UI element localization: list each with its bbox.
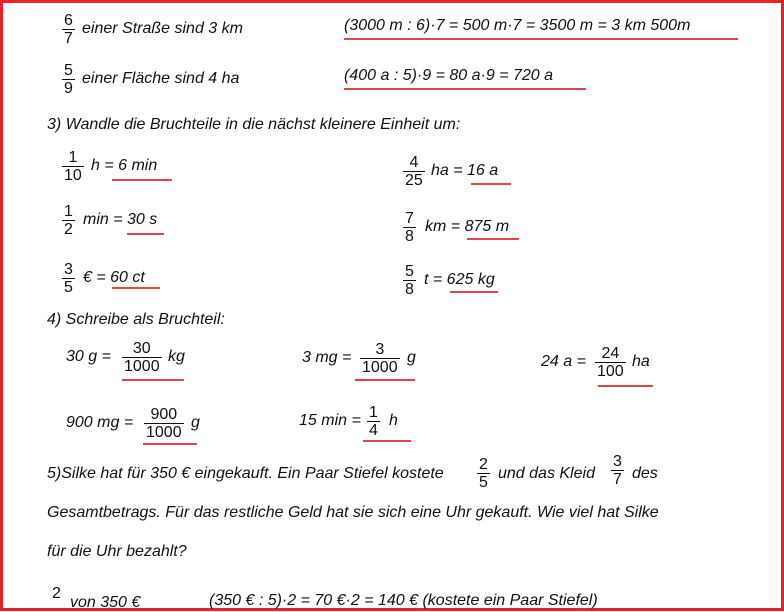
numerator: 2 xyxy=(479,456,488,473)
task3-fraction-4 xyxy=(403,210,416,245)
task5-line1-b: und das Kleid xyxy=(498,465,595,482)
numerator: 24 xyxy=(601,345,620,362)
task5-line1-a: 5)Silke hat für 350 € eingekauft. Ein Paar Stiefel kostete xyxy=(47,465,444,482)
task4-fraction-5 xyxy=(367,404,380,439)
task3-fraction-3 xyxy=(62,203,75,238)
fraction-6-7 xyxy=(62,12,75,47)
task3-fraction-5 xyxy=(62,261,75,296)
denominator: 100 xyxy=(597,363,624,380)
denominator: 9 xyxy=(64,80,73,97)
numerator: 1 xyxy=(68,149,78,166)
numerator: 2 xyxy=(52,585,61,602)
denominator: 1000 xyxy=(146,424,182,441)
task3-fraction-1 xyxy=(62,149,84,184)
task3-item-1: h = 6 min xyxy=(91,157,158,174)
task3-underline-3 xyxy=(127,233,164,235)
numerator: 5 xyxy=(405,263,414,280)
task3-item-2: ha = 16 a xyxy=(431,162,499,179)
task5-solution-text: von 350 € xyxy=(70,594,141,611)
numerator: 5 xyxy=(64,62,73,79)
task4-underline-4 xyxy=(143,443,197,445)
task4-item-2-left: 3 mg = xyxy=(302,349,352,366)
task3-underline-6 xyxy=(450,291,498,293)
task4-fraction-2 xyxy=(360,341,400,376)
task4-item-3-left: 24 a = xyxy=(541,353,586,370)
denominator: 5 xyxy=(479,474,488,491)
denominator: 8 xyxy=(405,228,414,245)
task5-fraction-3-7 xyxy=(611,453,624,488)
task4-item-5-left: 15 min = xyxy=(299,412,361,429)
row1-text: einer Straße sind 3 km xyxy=(82,20,243,37)
numerator: 900 xyxy=(150,406,178,423)
numerator: 3 xyxy=(613,453,622,470)
task4-item-3-unit: ha xyxy=(632,353,650,370)
task3-heading: 3) Wandle die Bruchteile in die nächst kleinere Einheit um: xyxy=(47,116,461,133)
numerator: 1 xyxy=(64,203,73,220)
denominator: 8 xyxy=(405,281,414,298)
numerator: 30 xyxy=(132,340,151,357)
task3-item-6: t = 625 kg xyxy=(424,271,495,288)
task4-item-4-left: 900 mg = xyxy=(66,414,134,431)
task3-underline-4 xyxy=(467,238,519,240)
numerator: 6 xyxy=(64,12,73,29)
task4-underline-2 xyxy=(355,379,415,381)
task4-item-1-unit: kg xyxy=(168,348,185,365)
task4-fraction-1 xyxy=(122,340,162,375)
task4-underline-5 xyxy=(363,440,411,442)
numerator: 7 xyxy=(405,210,414,227)
task3-underline-5 xyxy=(112,287,160,289)
task4-underline-3 xyxy=(598,385,653,387)
task3-fraction-6 xyxy=(403,263,416,298)
task4-heading: 4) Schreibe als Bruchteil: xyxy=(47,311,225,328)
task5-solution-calc: (350 € : 5)·2 = 70 €·2 = 140 € (kostete ein Paar Stiefel) xyxy=(209,592,598,609)
task4-item-4-unit: g xyxy=(191,414,200,431)
task4-item-1-left: 30 g = xyxy=(66,348,111,365)
task3-item-4: km = 875 m xyxy=(425,218,510,235)
denominator: 10 xyxy=(64,167,82,184)
task3-item-5: € = 60 ct xyxy=(83,269,145,286)
numerator: 4 xyxy=(409,154,419,171)
denominator: 2 xyxy=(64,221,73,238)
row1-underline xyxy=(344,38,738,40)
task3-fraction-2 xyxy=(403,154,425,189)
denominator: 7 xyxy=(613,471,622,488)
denominator: 1000 xyxy=(124,358,160,375)
task3-underline-1 xyxy=(112,179,172,181)
row2-solution: (400 a : 5)·9 = 80 a·9 = 720 a xyxy=(344,67,554,84)
row2-text: einer Fläche sind 4 ha xyxy=(82,70,240,87)
task4-fraction-4 xyxy=(144,406,184,441)
task5-line1-c: des xyxy=(632,465,658,482)
task4-item-2-unit: g xyxy=(407,349,416,366)
task5-line2: Gesamtbetrags. Für das restliche Geld hat sie sich eine Uhr gekauft. Wie viel hat Silke xyxy=(47,504,659,521)
task5-line3: für die Uhr bezahlt? xyxy=(47,543,187,560)
denominator: 4 xyxy=(369,422,378,439)
denominator: 25 xyxy=(405,172,423,189)
task4-fraction-3 xyxy=(595,345,626,380)
task3-item-3: min = 30 s xyxy=(83,211,158,228)
task5-fraction-2-5 xyxy=(477,456,490,491)
numerator: 3 xyxy=(375,341,385,358)
numerator: 3 xyxy=(64,261,73,278)
task3-underline-2 xyxy=(471,183,511,185)
task5-solution-fraction xyxy=(50,585,63,602)
task4-item-5-unit: h xyxy=(389,412,398,429)
task4-underline-1 xyxy=(122,379,184,381)
denominator: 1000 xyxy=(362,359,398,376)
denominator: 5 xyxy=(64,279,73,296)
fraction-5-9 xyxy=(62,62,75,97)
row1-solution: (3000 m : 6)·7 = 500 m·7 = 3500 m = 3 km 500m xyxy=(344,17,691,34)
denominator: 7 xyxy=(64,30,73,47)
row2-underline xyxy=(344,88,586,90)
numerator: 1 xyxy=(369,404,378,421)
